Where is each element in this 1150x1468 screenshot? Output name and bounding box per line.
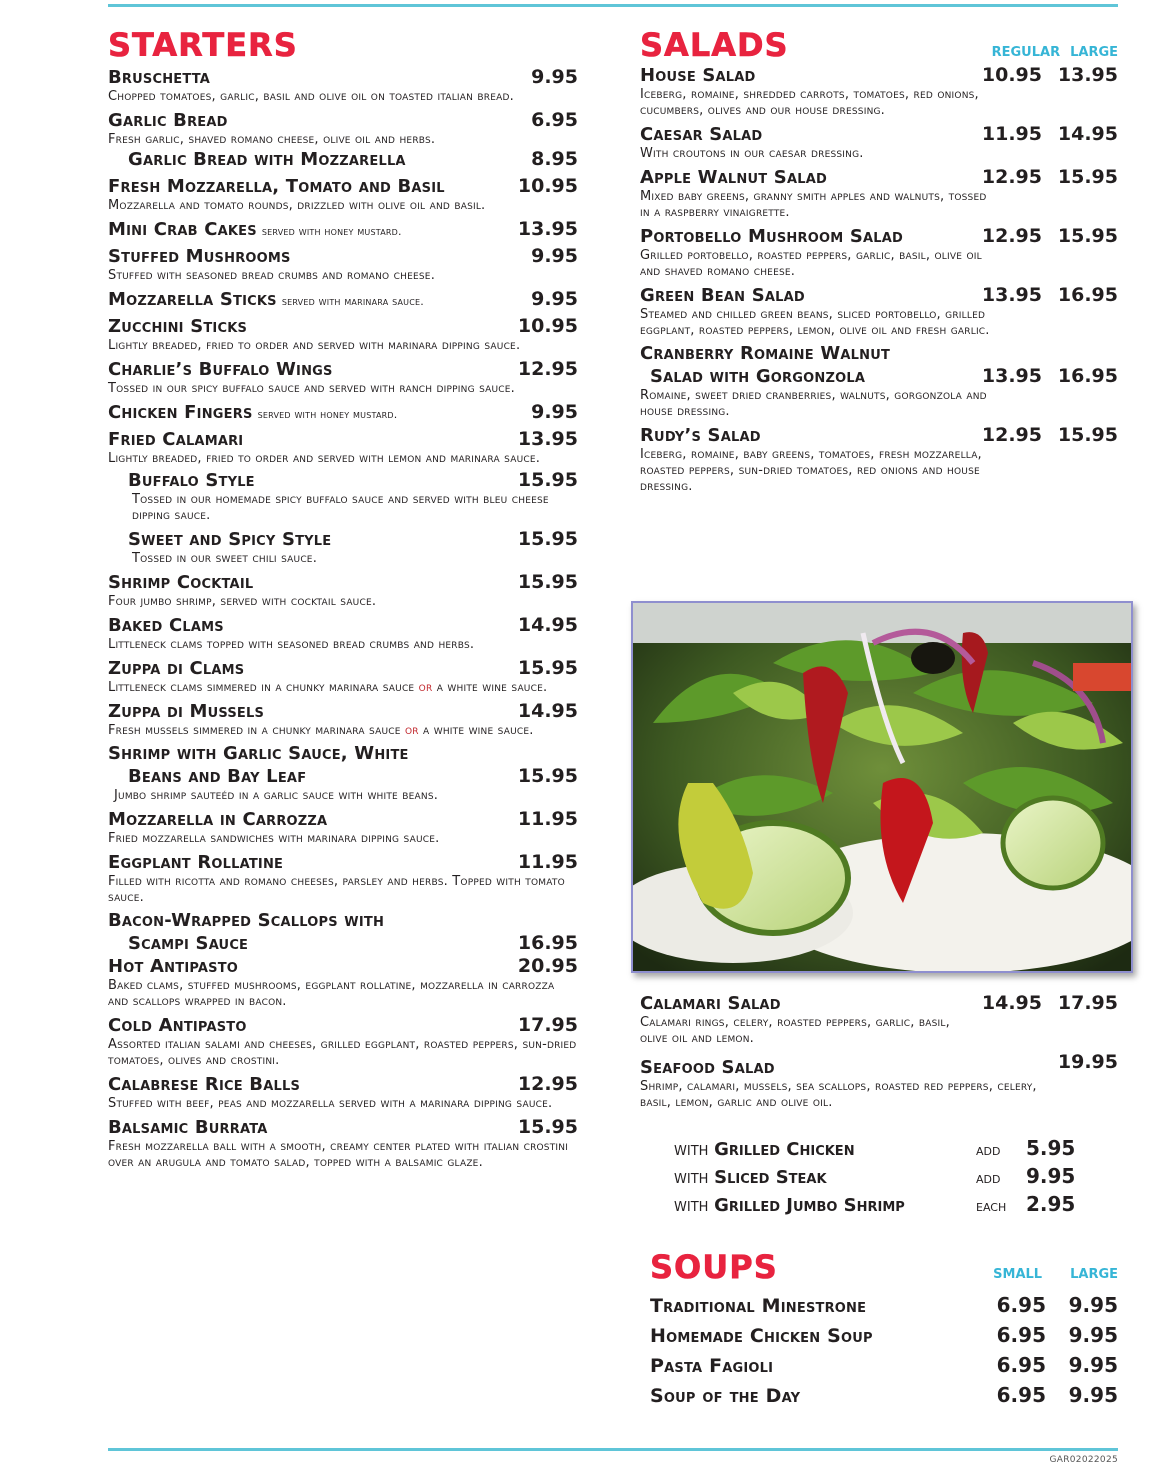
item-desc: Assorted italian salami and cheeses, grilled eggplant, roasted peppers, sun-dried tomatoes, olives and crostini.: [108, 1037, 577, 1068]
item-name: Eggplant Rollatine: [108, 852, 284, 873]
regular-price: 11.95: [981, 123, 1042, 145]
item-price: 16.95: [517, 932, 578, 954]
addon-price: 9.95: [1026, 1164, 1076, 1188]
item-price: 13.95: [517, 218, 578, 240]
menu-item-garlic-bread-mozzarella: [108, 148, 578, 171]
soup-row: [650, 1294, 1118, 1324]
addon-label: with Grilled Chicken: [674, 1139, 855, 1160]
item-name: Charlie’s Buffalo Wings: [108, 359, 333, 380]
salads-title: SALADS: [640, 26, 789, 64]
menu-item-buffalo-style: [108, 469, 578, 524]
item-name: Apple Walnut Salad: [640, 167, 827, 188]
item-name: Caesar Salad: [640, 124, 763, 145]
item-price: 15.95: [517, 571, 578, 593]
large-price: 9.95: [1068, 1353, 1118, 1377]
menu-item-chicken-fingers: [108, 401, 578, 424]
item-price: 14.95: [517, 700, 578, 722]
menu-item-hot-antipasto: [108, 955, 578, 1010]
large-price: 15.95: [1057, 424, 1118, 446]
item-name: Mozzarella Sticks: [108, 289, 277, 310]
regular-price: 10.95: [981, 64, 1042, 86]
large-price: 16.95: [1057, 284, 1118, 306]
small-price: 6.95: [996, 1293, 1046, 1317]
item-name: Calabrese Rice Balls: [108, 1074, 301, 1095]
addon-unit: add: [976, 1140, 1001, 1159]
menu-item-mozzarella-carrozza: [108, 808, 578, 847]
item-price: 20.95: [517, 955, 578, 977]
soup-name: Traditional Minestrone: [650, 1295, 867, 1317]
addon-row: [674, 1192, 1084, 1220]
item-name: Zuppa di Clams: [108, 658, 245, 679]
item-name: Shrimp Cocktail: [108, 572, 254, 593]
item-desc: Romaine, sweet dried cranberries, walnuts, gorgonzola and house dressing.: [640, 388, 987, 419]
item-desc: Littleneck clams topped with seasoned bread crumbs and herbs.: [108, 637, 475, 652]
menu-item-bacon-scallops: [108, 910, 578, 955]
item-price: 12.95: [517, 1073, 578, 1095]
col-small-label: SMALL: [993, 1267, 1043, 1282]
menu-item-portobello-salad: [640, 225, 1118, 280]
large-price: 15.95: [1057, 166, 1118, 188]
item-desc: Jumbo shrimp sauteéd in a garlic sauce with white beans.: [114, 788, 439, 803]
salads-section-lower: [640, 992, 1118, 1115]
addon-label: with Grilled Jumbo Shrimp: [674, 1195, 905, 1216]
addon-row: [674, 1164, 1084, 1192]
item-note: served with honey mustard.: [261, 225, 402, 238]
item-note: served with honey mustard.: [257, 408, 398, 421]
item-desc: Fresh mozzarella ball with a smooth, creamy center plated with italian crostini over an arugula and tomato salad, topped with a balsamic glaze.: [108, 1139, 569, 1170]
bottom-rule: [108, 1448, 1118, 1451]
addon-price: 5.95: [1026, 1136, 1076, 1160]
addon-unit: each: [976, 1196, 1007, 1215]
menu-item-cold-antipasto: [108, 1014, 578, 1069]
item-price: 17.95: [517, 1014, 578, 1036]
item-desc: Tossed in our spicy buffalo sauce and served with ranch dipping sauce.: [108, 381, 515, 396]
item-desc: Littleneck clams simmered in a chunky marinara sauce or a white wine sauce.: [108, 680, 548, 695]
menu-item-zucchini-sticks: [108, 315, 578, 354]
regular-price: 12.95: [981, 166, 1042, 188]
menu-item-balsamic-burrata: [108, 1116, 578, 1171]
item-price: 15.95: [517, 528, 578, 550]
menu-item-baked-clams: [108, 614, 578, 653]
menu-item-shrimp-cocktail: [108, 571, 578, 610]
item-price: 15.95: [517, 1116, 578, 1138]
item-name: Cranberry Romaine Walnut: [640, 343, 891, 364]
starters-title: STARTERS: [108, 26, 298, 64]
item-desc: Fresh garlic, shaved romano cheese, olive oil and herbs.: [108, 132, 436, 147]
menu-item-fresh-mozzarella: [108, 175, 578, 214]
small-price: 6.95: [996, 1383, 1046, 1407]
regular-price: 13.95: [981, 365, 1042, 387]
item-price: 13.95: [517, 428, 578, 450]
item-name: Portobello Mushroom Salad: [640, 226, 903, 247]
salad-addons: [674, 1136, 1084, 1220]
item-desc: Filled with ricotta and romano cheeses, parsley and herbs. Topped with tomato sauce.: [108, 874, 565, 905]
item-name: Seafood Salad: [640, 1057, 775, 1078]
large-price: 9.95: [1068, 1323, 1118, 1347]
menu-item-garlic-bread: [108, 109, 578, 148]
menu-item-buffalo-wings: [108, 358, 578, 397]
item-price: 15.95: [517, 765, 578, 787]
item-desc: Steamed and chilled green beans, sliced portobello, grilled eggplant, roasted peppers, lemon, olive oil and fresh garlic.: [640, 307, 990, 338]
item-price: 9.95: [531, 245, 578, 267]
menu-item-mozzarella-sticks: [108, 288, 578, 311]
salad-photo: [631, 601, 1133, 973]
large-price: 9.95: [1068, 1383, 1118, 1407]
item-desc: Shrimp, calamari, mussels, sea scallops, roasted red peppers, celery, basil, lemon, garlic and olive oil.: [640, 1079, 1037, 1110]
item-name: Balsamic Burrata: [108, 1117, 268, 1138]
item-name: Cold Antipasto: [108, 1015, 247, 1036]
menu-item-caesar-salad: [640, 123, 1118, 162]
col-regular-label: REGULAR: [991, 45, 1061, 60]
item-name-cont: Scampi Sauce: [128, 933, 249, 954]
item-desc: Lightly breaded, fried to order and served with marinara dipping sauce.: [108, 338, 521, 353]
item-desc: With croutons in our caesar dressing.: [640, 146, 864, 161]
item-name: Zucchini Sticks: [108, 316, 248, 337]
item-price: 14.95: [517, 614, 578, 636]
col-large-label: LARGE: [1070, 1267, 1118, 1282]
menu-item-rice-balls: [108, 1073, 578, 1112]
soup-row: [650, 1384, 1118, 1414]
large-price: 19.95: [1057, 1051, 1118, 1073]
item-name: Green Bean Salad: [640, 285, 805, 306]
starters-section: [108, 26, 578, 1175]
soup-row: [650, 1324, 1118, 1354]
menu-item-eggplant-rollatine: [108, 851, 578, 906]
item-desc: Tossed in our sweet chili sauce.: [132, 551, 318, 566]
soups-section: [650, 1248, 1118, 1414]
item-desc: Iceberg, romaine, baby greens, tomatoes, fresh mozzarella, roasted peppers, sun-dried tomatoes, red onions and house dressing.: [640, 447, 982, 494]
item-name: Garlic Bread: [108, 110, 228, 131]
item-name: Hot Antipasto: [108, 956, 239, 977]
regular-price: 12.95: [981, 424, 1042, 446]
item-name: House Salad: [640, 65, 756, 86]
item-desc: Tossed in our homemade spicy buffalo sauce and served with bleu cheese dipping sauce.: [132, 492, 549, 523]
menu-code: GAR02022025: [1049, 1455, 1118, 1465]
menu-item-shrimp-garlic-sauce: [108, 743, 578, 804]
soup-name: Soup of the Day: [650, 1385, 801, 1407]
menu-item-apple-walnut-salad: [640, 166, 1118, 221]
item-desc: Iceberg, romaine, shredded carrots, tomatoes, red onions, cucumbers, olives and our house dressing.: [640, 87, 979, 118]
item-desc: Four jumbo shrimp, served with cocktail sauce.: [108, 594, 377, 609]
item-note: served with marinara sauce.: [281, 295, 424, 308]
item-price: 10.95: [517, 175, 578, 197]
item-name: Stuffed Mushrooms: [108, 246, 291, 267]
regular-price: 13.95: [981, 284, 1042, 306]
item-name: Sweet and Spicy Style: [128, 529, 332, 550]
item-name: Garlic Bread with Mozzarella: [128, 149, 406, 170]
item-desc: Fried mozzarella sandwiches with marinara dipping sauce.: [108, 831, 440, 846]
item-name: Bacon-Wrapped Scallops with: [108, 910, 385, 931]
regular-price: 14.95: [981, 992, 1042, 1014]
menu-item-calamari-salad: [640, 992, 1118, 1047]
small-price: 6.95: [996, 1323, 1046, 1347]
large-price: 17.95: [1057, 992, 1118, 1014]
top-rule: [108, 4, 1118, 7]
item-price: 10.95: [517, 315, 578, 337]
menu-item-zuppa-clams: [108, 657, 578, 696]
large-price: 16.95: [1057, 365, 1118, 387]
item-desc: Stuffed with beef, peas and mozzarella served with a marinara dipping sauce.: [108, 1096, 553, 1111]
item-desc: Stuffed with seasoned bread crumbs and romano cheese.: [108, 268, 436, 283]
menu-item-zuppa-mussels: [108, 700, 578, 739]
item-desc: Fresh mussels simmered in a chunky marinara sauce or a white wine sauce.: [108, 723, 534, 738]
addon-unit: add: [976, 1168, 1001, 1187]
soup-row: [650, 1354, 1118, 1384]
large-price: 15.95: [1057, 225, 1118, 247]
soup-name: Homemade Chicken Soup: [650, 1325, 873, 1347]
item-name: Baked Clams: [108, 615, 224, 636]
item-price: 11.95: [517, 808, 578, 830]
addon-price: 2.95: [1026, 1192, 1076, 1216]
soups-title: SOUPS: [650, 1248, 778, 1286]
menu-item-house-salad: [640, 64, 1118, 119]
item-desc: Mozzarella and tomato rounds, drizzled with olive oil and basil.: [108, 198, 486, 213]
item-price: 12.95: [517, 358, 578, 380]
item-desc: Calamari rings, celery, roasted peppers, garlic, basil, olive oil and lemon.: [640, 1015, 950, 1046]
item-name: Shrimp with Garlic Sauce, White: [108, 743, 409, 764]
menu-item-mini-crab-cakes: [108, 218, 578, 241]
item-name: Zuppa di Mussels: [108, 701, 265, 722]
menu-item-stuffed-mushrooms: [108, 245, 578, 284]
item-price: 15.95: [517, 469, 578, 491]
addon-row: [674, 1136, 1084, 1164]
item-desc: Lightly breaded, fried to order and served with lemon and marinara sauce.: [108, 451, 541, 466]
item-price: 15.95: [517, 657, 578, 679]
item-name-cont: Salad with Gorgonzola: [650, 366, 866, 387]
item-desc: Grilled portobello, roasted peppers, garlic, basil, olive oil and shaved romano cheese.: [640, 248, 982, 279]
menu-item-bruschetta: [108, 66, 578, 105]
item-name: Bruschetta: [108, 67, 211, 88]
item-price: 6.95: [531, 109, 578, 131]
menu-item-fried-calamari: [108, 428, 578, 467]
item-name-cont: Beans and Bay Leaf: [128, 766, 307, 787]
item-name: Fresh Mozzarella, Tomato and Basil: [108, 176, 445, 197]
menu-item-green-bean-salad: [640, 284, 1118, 339]
large-price: 9.95: [1068, 1293, 1118, 1317]
menu-item-sweet-spicy-style: [108, 528, 578, 567]
menu-item-cranberry-salad: [640, 343, 1118, 420]
item-price: 9.95: [531, 66, 578, 88]
item-name: Mozzarella in Carrozza: [108, 809, 328, 830]
large-price: 13.95: [1057, 64, 1118, 86]
item-desc: Chopped tomatoes, garlic, basil and olive oil on toasted italian bread.: [108, 89, 514, 104]
item-desc: Mixed baby greens, granny smith apples and walnuts, tossed in a raspberry vinaigrette.: [640, 189, 987, 220]
col-large-label: LARGE: [1070, 45, 1118, 60]
item-price: 11.95: [517, 851, 578, 873]
soup-name: Pasta Fagioli: [650, 1355, 774, 1377]
item-price: 9.95: [531, 401, 578, 423]
item-name: Fried Calamari: [108, 429, 244, 450]
item-desc: Baked clams, stuffed mushrooms, eggplant rollatine, mozzarella in carrozza and scallops wrapped in bacon.: [108, 978, 555, 1009]
item-name: Rudy’s Salad: [640, 425, 761, 446]
item-name: Chicken Fingers: [108, 402, 253, 423]
salads-section: [640, 26, 1118, 499]
item-price: 9.95: [531, 288, 578, 310]
menu-item-rudys-salad: [640, 424, 1118, 495]
item-name: Calamari Salad: [640, 993, 781, 1014]
item-name: Buffalo Style: [128, 470, 255, 491]
item-price: 8.95: [531, 148, 578, 170]
menu-item-seafood-salad: [640, 1051, 1118, 1111]
item-name: Mini Crab Cakes: [108, 219, 257, 240]
addon-label: with Sliced Steak: [674, 1167, 827, 1188]
regular-price: 12.95: [981, 225, 1042, 247]
large-price: 14.95: [1057, 123, 1118, 145]
small-price: 6.95: [996, 1353, 1046, 1377]
